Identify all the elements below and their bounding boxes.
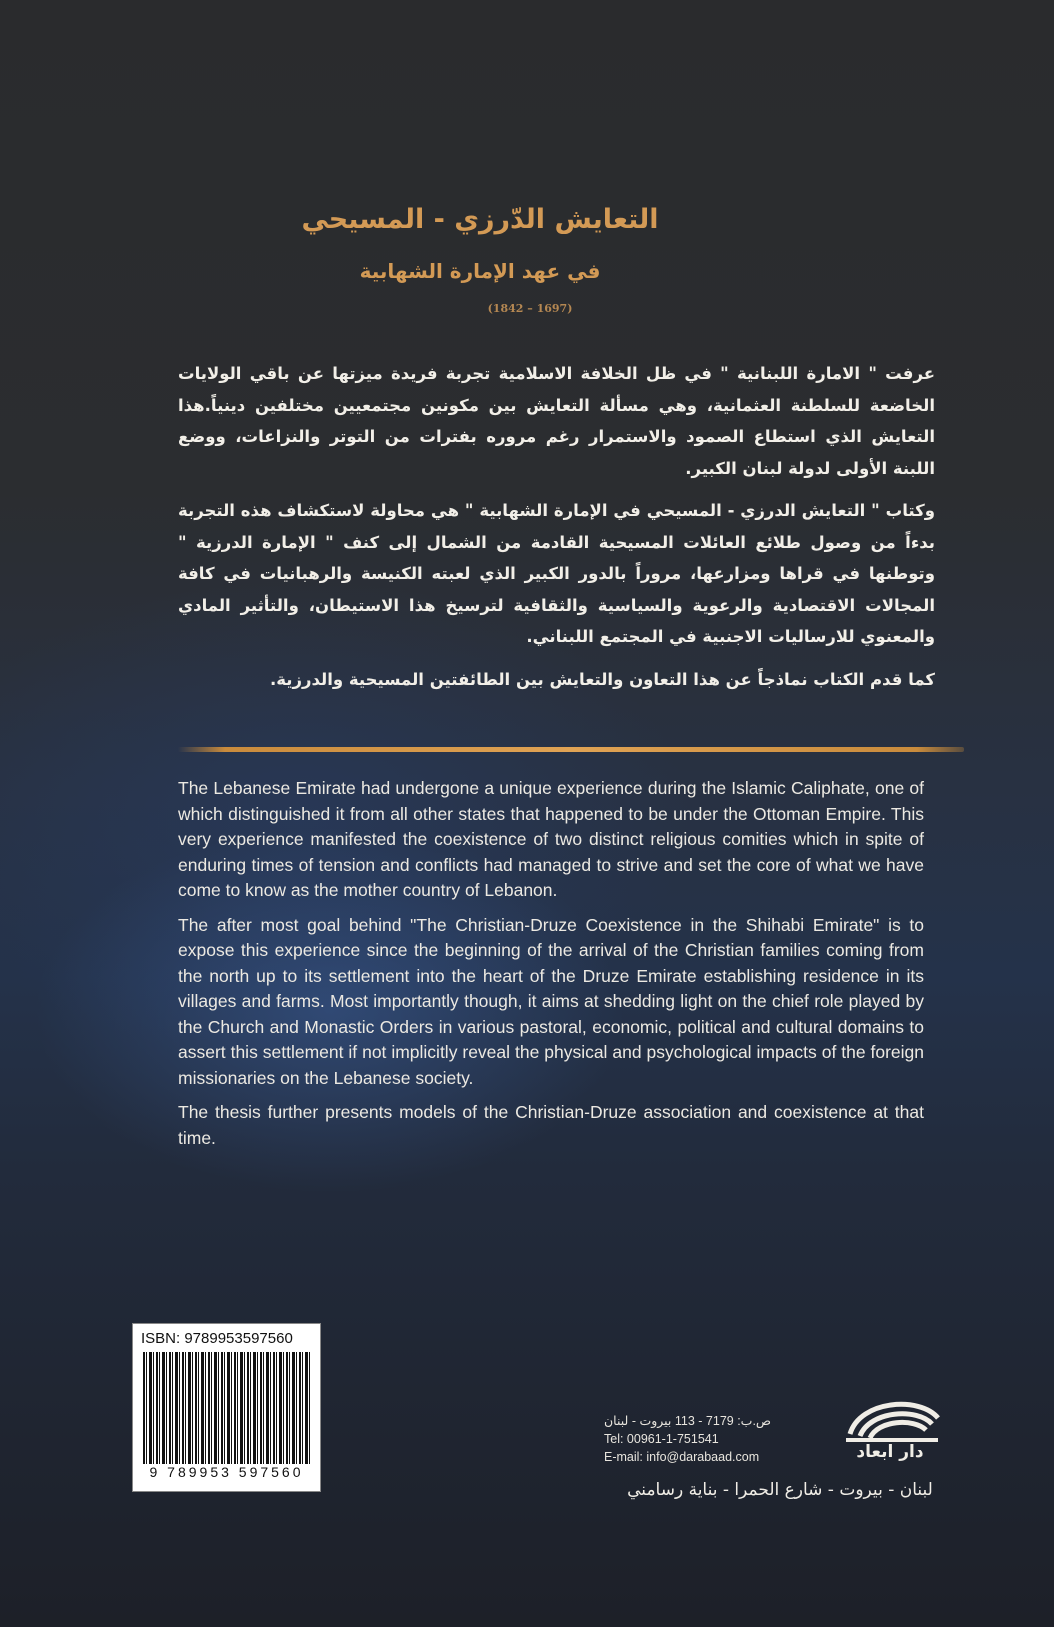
arabic-paragraph: عرفت " الامارة اللبنانية " في ظل الخلافة الاسلامية تجربة فريدة ميزتها عن باقي الولايات الخاضعة للسلطنة العثمانية، وهي مسألة التعايش بين مكونين مجتمعيين مختلفين دينياً.هذا التعايش الذي استطاع الصمود والاستمرار رغم مروره بفترات من التوتر والنزاعات، ووضع اللبنة الأولى لدولة لبنان الكبير. [178,364,935,478]
barcode-bars [143,1352,310,1464]
gold-divider [178,747,964,752]
arabic-years: (1842 – 1697) [487,302,573,315]
publisher-name: دار ابعاد [856,1442,924,1462]
isbn-label: ISBN: 9789953597560 [141,1330,293,1347]
publisher-tel: Tel: 00961-1-751541 [604,1432,719,1446]
english-paragraph: The Lebanese Emirate had undergone a unique experience during the Islamic Caliphate, one of which distinguished it from all other states that happened to be under the Ottoman Empire. This very experience manifested the coexistence of two distinct religious comities which in spite of enduring times of tension and conflicts had managed to strive and set the core of what we have come to know as the mother country of Lebanon. [178,778,924,900]
publisher-address: لبنان - بيروت - شارع الحمرا - بناية رسامني [627,1480,933,1500]
arabic-subtitle: في عهد الإمارة الشهابية [359,259,601,283]
arabic-paragraph: كما قدم الكتاب نماذجاً عن هذا التعاون والتعايش بين الطائفتين المسيحية والدرزية. [270,669,935,689]
publisher-pobox: ص.ب: 7179 - 113 بيروت - لبنان [604,1414,772,1428]
publisher-email: E-mail: info@darabaad.com [604,1450,760,1464]
arabic-paragraph: وكتاب " التعايش الدرزي - المسيحي في الإمارة الشهابية " هي محاولة لاستكشاف هذه التجربة بدءاً من وصول طلائع العائلات المسيحية القادمة من الشمال إلى كنف " الإمارة الدرزية " وتوطنها في قراها ومزارعها، مروراً بالدور الكبير الذي لعبته الكنيسة والرهبانيات في كافة المجالات الاقتصادية والرعوية والسياسية والثقافية لترسيخ هذا الاستيطان، والتأثير المادي والمعنوي للارساليات الاجنبية في المجتمع اللبناني. [178,501,935,646]
english-paragraph: The after most goal behind "The Christian-Druze Coexistence in the Shihabi Emirate" is to expose this experience since the beginning of the arrival of the Christian families coming from the north up to its settlement into the heart of the Druze Emirate establishing residence in its villages and farms. Most importantly though, it aims at shedding light on the chief role played by the Church and Monastic Orders in various pastoral, economic, political and cultural domains to assert this settlement if not implicitly reveal the physical and psychological impacts of the foreign missionaries on the Lebanese society. [178,914,924,1088]
isbn-barcode [132,1323,321,1492]
english-description [178,776,924,1160]
english-paragraph: The thesis further presents models of the Christian-Druze association and coexistence at that time. [178,1102,924,1148]
isbn-digits: 9 789953 597560 [149,1464,304,1480]
publisher-contact [604,1412,804,1466]
arabic-description [178,358,935,706]
arabic-title: التعايش الدّرزي - المسيحي [301,204,659,235]
